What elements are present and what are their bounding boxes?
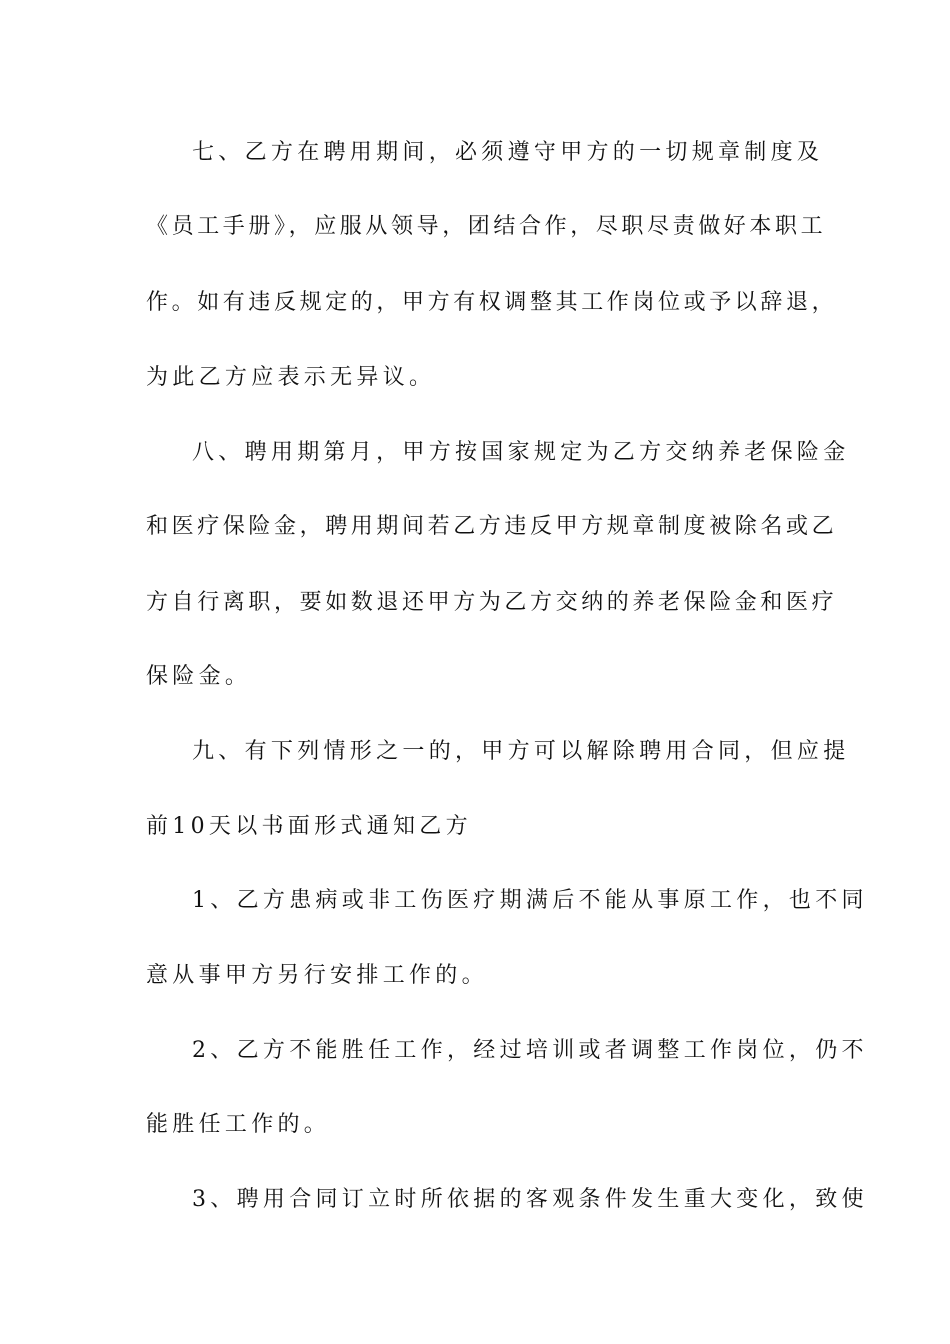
paragraph-8-line-4: 保险金。 bbox=[146, 664, 252, 689]
paragraph-7-line-4: 为此乙方应表示无异议。 bbox=[146, 365, 436, 390]
item-2-line-1: 2、乙方不能胜任工作，经过培训或者调整工作岗位，仍不 bbox=[192, 1038, 868, 1063]
paragraph-8-line-1: 八、聘用期第月，甲方按国家规定为乙方交纳养老保险金 bbox=[192, 440, 850, 465]
item-1-line-1: 1、乙方患病或非工伤医疗期满后不能从事原工作，也不同 bbox=[192, 888, 868, 913]
paragraph-9-line-1: 九、有下列情形之一的，甲方可以解除聘用合同，但应提 bbox=[192, 739, 850, 764]
item-2-line-2: 能胜任工作的。 bbox=[146, 1112, 331, 1137]
item-3-line-1: 3、聘用合同订立时所依据的客观条件发生重大变化，致使 bbox=[192, 1187, 868, 1212]
paragraph-9-line-2: 前10天以书面形式通知乙方 bbox=[146, 814, 472, 839]
paragraph-8-line-2: 和医疗保险金，聘用期间若乙方违反甲方规章制度被除名或乙 bbox=[146, 514, 838, 539]
paragraph-7-line-3: 作。如有违反规定的，甲方有权调整其工作岗位或予以辞退， bbox=[146, 290, 838, 315]
paragraph-7-line-1: 七、乙方在聘用期间，必须遵守甲方的一切规章制度及 bbox=[192, 140, 824, 165]
paragraph-7-line-2: 《员工手册》，应服从领导，团结合作，尽职尽责做好本职工 bbox=[146, 214, 827, 239]
item-1-line-2: 意从事甲方另行安排工作的。 bbox=[146, 963, 488, 988]
paragraph-8-line-3: 方自行离职，要如数退还甲方为乙方交纳的养老保险金和医疗 bbox=[146, 590, 838, 615]
